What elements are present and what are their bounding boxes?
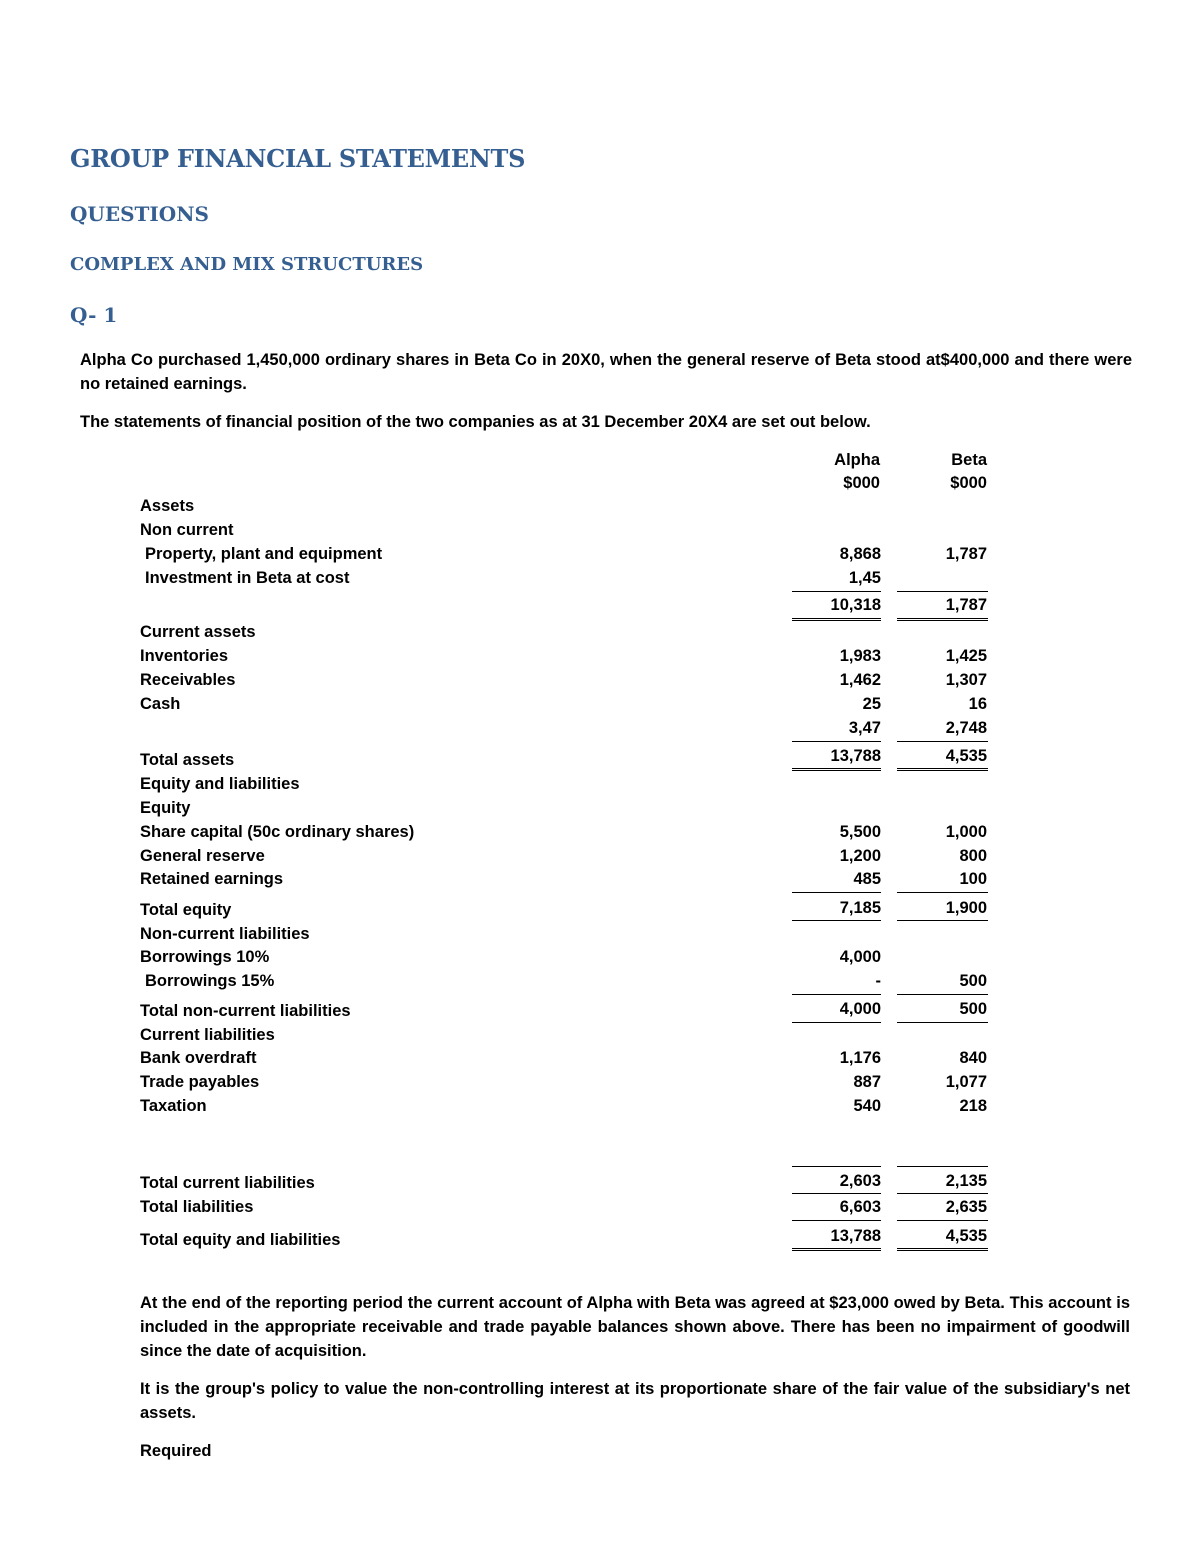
value-beta: 2,135	[945, 1172, 987, 1190]
column-header-alpha	[780, 449, 880, 495]
subtotal-rule	[792, 1166, 881, 1167]
value-alpha: 485	[853, 870, 881, 888]
row-total-liabilities	[0, 1195, 1200, 1219]
subtotal-rule	[897, 1193, 988, 1194]
subtotal-rule	[897, 591, 988, 592]
note-current-account: At the end of the reporting period the current account of Alpha with Beta was agreed at $23,000 owed by Beta. This account is included in the appropriate receivable and trade payable balances shown above. There has been no impairment of goodwill since the date of acquisition.	[140, 1294, 1130, 1360]
row-label: Cash	[140, 695, 181, 713]
total-double-rule	[792, 768, 881, 771]
value-alpha: 1,462	[839, 671, 881, 689]
row-borrowings-10	[0, 945, 1200, 969]
row-label: Equity	[140, 799, 191, 817]
row-label: Total non-current liabilities	[140, 1002, 351, 1020]
row-trade-payables	[0, 1070, 1200, 1094]
value-alpha: 5,500	[839, 823, 881, 841]
value-beta: 1,425	[945, 647, 987, 665]
row-label: Taxation	[140, 1097, 207, 1115]
value-alpha: -	[875, 972, 881, 990]
subtotal-rule	[792, 1220, 881, 1221]
row-label: Assets	[140, 497, 195, 515]
row-label: Total liabilities	[140, 1198, 254, 1216]
topic-heading: COMPLEX AND MIX STRUCTURES	[70, 254, 424, 275]
total-double-rule	[897, 768, 988, 771]
value-alpha: 6,603	[839, 1198, 881, 1216]
row-label: General reserve	[140, 847, 265, 865]
value-beta: 840	[959, 1049, 987, 1067]
subtotal-rule	[792, 591, 881, 592]
value-alpha: 2,603	[839, 1172, 881, 1190]
row-label: Total equity	[140, 901, 232, 919]
subtotal-rule	[792, 741, 881, 742]
value-beta: 1,787	[945, 596, 987, 614]
row-inventories	[0, 644, 1200, 668]
row-bank-overdraft	[0, 1046, 1200, 1070]
total-double-rule	[897, 1248, 988, 1251]
value-alpha: 13,788	[830, 1227, 881, 1245]
value-alpha: 4,000	[839, 1000, 881, 1018]
column-unit-alpha: $000	[843, 474, 880, 492]
column-name-beta: Beta	[951, 451, 987, 469]
row-label: Total equity and liabilities	[140, 1231, 341, 1249]
row-label: Non current	[140, 521, 234, 539]
value-alpha: 3,47	[848, 719, 881, 737]
value-beta: 1,077	[945, 1073, 987, 1091]
total-double-rule	[792, 1248, 881, 1251]
row-label: Borrowings 15%	[145, 972, 275, 990]
subtotal-rule	[897, 892, 988, 893]
value-alpha: 540	[853, 1097, 881, 1115]
row-total-assets	[0, 744, 1200, 768]
row-label: Property, plant and equipment	[145, 545, 383, 563]
row-label: Trade payables	[140, 1073, 260, 1091]
row-label: Total assets	[140, 751, 235, 769]
row-ppe	[0, 542, 1200, 566]
value-beta: 1,900	[945, 899, 987, 917]
value-beta: 16	[968, 695, 987, 713]
row-total-ncl	[0, 997, 1200, 1021]
row-label: Current assets	[140, 623, 256, 641]
value-beta: 2,748	[945, 719, 987, 737]
required-label: Required	[140, 1442, 212, 1460]
row-current-assets	[0, 620, 1200, 644]
row-borrowings-15	[0, 969, 1200, 993]
intro-statement: The statements of financial position of the two companies as at 31 December 20X4 are set out below.	[80, 413, 871, 431]
subtotal-rule	[897, 994, 988, 995]
subtotal-rule	[897, 741, 988, 742]
value-beta: 800	[959, 847, 987, 865]
row-total-equity-liabilities	[0, 1224, 1200, 1248]
row-nca-total	[0, 593, 1200, 617]
row-share-capital	[0, 820, 1200, 844]
subtotal-rule	[792, 994, 881, 995]
value-beta: 218	[959, 1097, 987, 1115]
row-total-equity	[0, 896, 1200, 920]
value-beta: 1,787	[945, 545, 987, 563]
section-heading: QUESTIONS	[70, 202, 209, 226]
value-alpha: 1,200	[839, 847, 881, 865]
row-label: Share capital (50c ordinary shares)	[140, 823, 415, 841]
row-cash	[0, 692, 1200, 716]
row-label: Equity and liabilities	[140, 775, 300, 793]
value-alpha: 8,868	[839, 545, 881, 563]
row-label: Borrowings 10%	[140, 948, 270, 966]
value-beta: 4,535	[945, 1227, 987, 1245]
row-non-current	[0, 518, 1200, 542]
column-name-alpha: Alpha	[834, 451, 880, 469]
row-label: Receivables	[140, 671, 236, 689]
row-label: Inventories	[140, 647, 229, 665]
value-alpha: 10,318	[830, 596, 881, 614]
value-alpha: 13,788	[830, 747, 881, 765]
row-taxation	[0, 1094, 1200, 1118]
value-beta: 500	[959, 972, 987, 990]
row-equity	[0, 796, 1200, 820]
subtotal-rule	[897, 1166, 988, 1167]
value-beta: 100	[959, 870, 987, 888]
note-nci-policy: It is the group's policy to value the non-controlling interest at its proportionate share of the fair value of the subsidiary's net assets.	[140, 1380, 1130, 1422]
page-title: GROUP FINANCIAL STATEMENTS	[70, 144, 526, 173]
value-beta: 4,535	[945, 747, 987, 765]
subtotal-rule	[897, 1220, 988, 1221]
row-receivables	[0, 668, 1200, 692]
row-equity-liabilities	[0, 772, 1200, 796]
row-total-cl	[0, 1169, 1200, 1193]
value-beta: 2,635	[945, 1198, 987, 1216]
value-alpha: 25	[862, 695, 881, 713]
subtotal-rule	[792, 1193, 881, 1194]
row-label: Total current liabilities	[140, 1174, 315, 1192]
value-beta: 500	[959, 1000, 987, 1018]
value-alpha: 1,983	[839, 647, 881, 665]
value-beta: 1,000	[945, 823, 987, 841]
value-alpha: 1,176	[839, 1049, 881, 1067]
intro-paragraph: Alpha Co purchased 1,450,000 ordinary shares in Beta Co in 20X0, when the general reserve of Beta stood at$400,000 and there were no retained earnings.	[80, 351, 1132, 393]
row-investment	[0, 566, 1200, 590]
row-general-reserve	[0, 844, 1200, 868]
subtotal-rule	[792, 892, 881, 893]
row-assets	[0, 494, 1200, 518]
row-label: Bank overdraft	[140, 1049, 257, 1067]
row-non-current-liabilities	[0, 922, 1200, 946]
value-alpha: 1,45	[848, 569, 881, 587]
value-beta: 1,307	[945, 671, 987, 689]
column-header-beta	[887, 449, 987, 495]
column-unit-beta: $000	[950, 474, 987, 492]
row-current-liabilities	[0, 1023, 1200, 1047]
row-label: Retained earnings	[140, 870, 284, 888]
value-alpha: 7,185	[839, 899, 881, 917]
row-label: Non-current liabilities	[140, 925, 310, 943]
value-alpha: 887	[853, 1073, 881, 1091]
row-ca-total	[0, 716, 1200, 740]
row-label: Current liabilities	[140, 1026, 275, 1044]
subtotal-rule	[792, 920, 881, 921]
question-number: Q- 1	[70, 303, 118, 327]
subtotal-rule	[897, 920, 988, 921]
value-alpha: 4,000	[839, 948, 881, 966]
row-label: Investment in Beta at cost	[145, 569, 350, 587]
row-retained-earnings	[0, 867, 1200, 891]
